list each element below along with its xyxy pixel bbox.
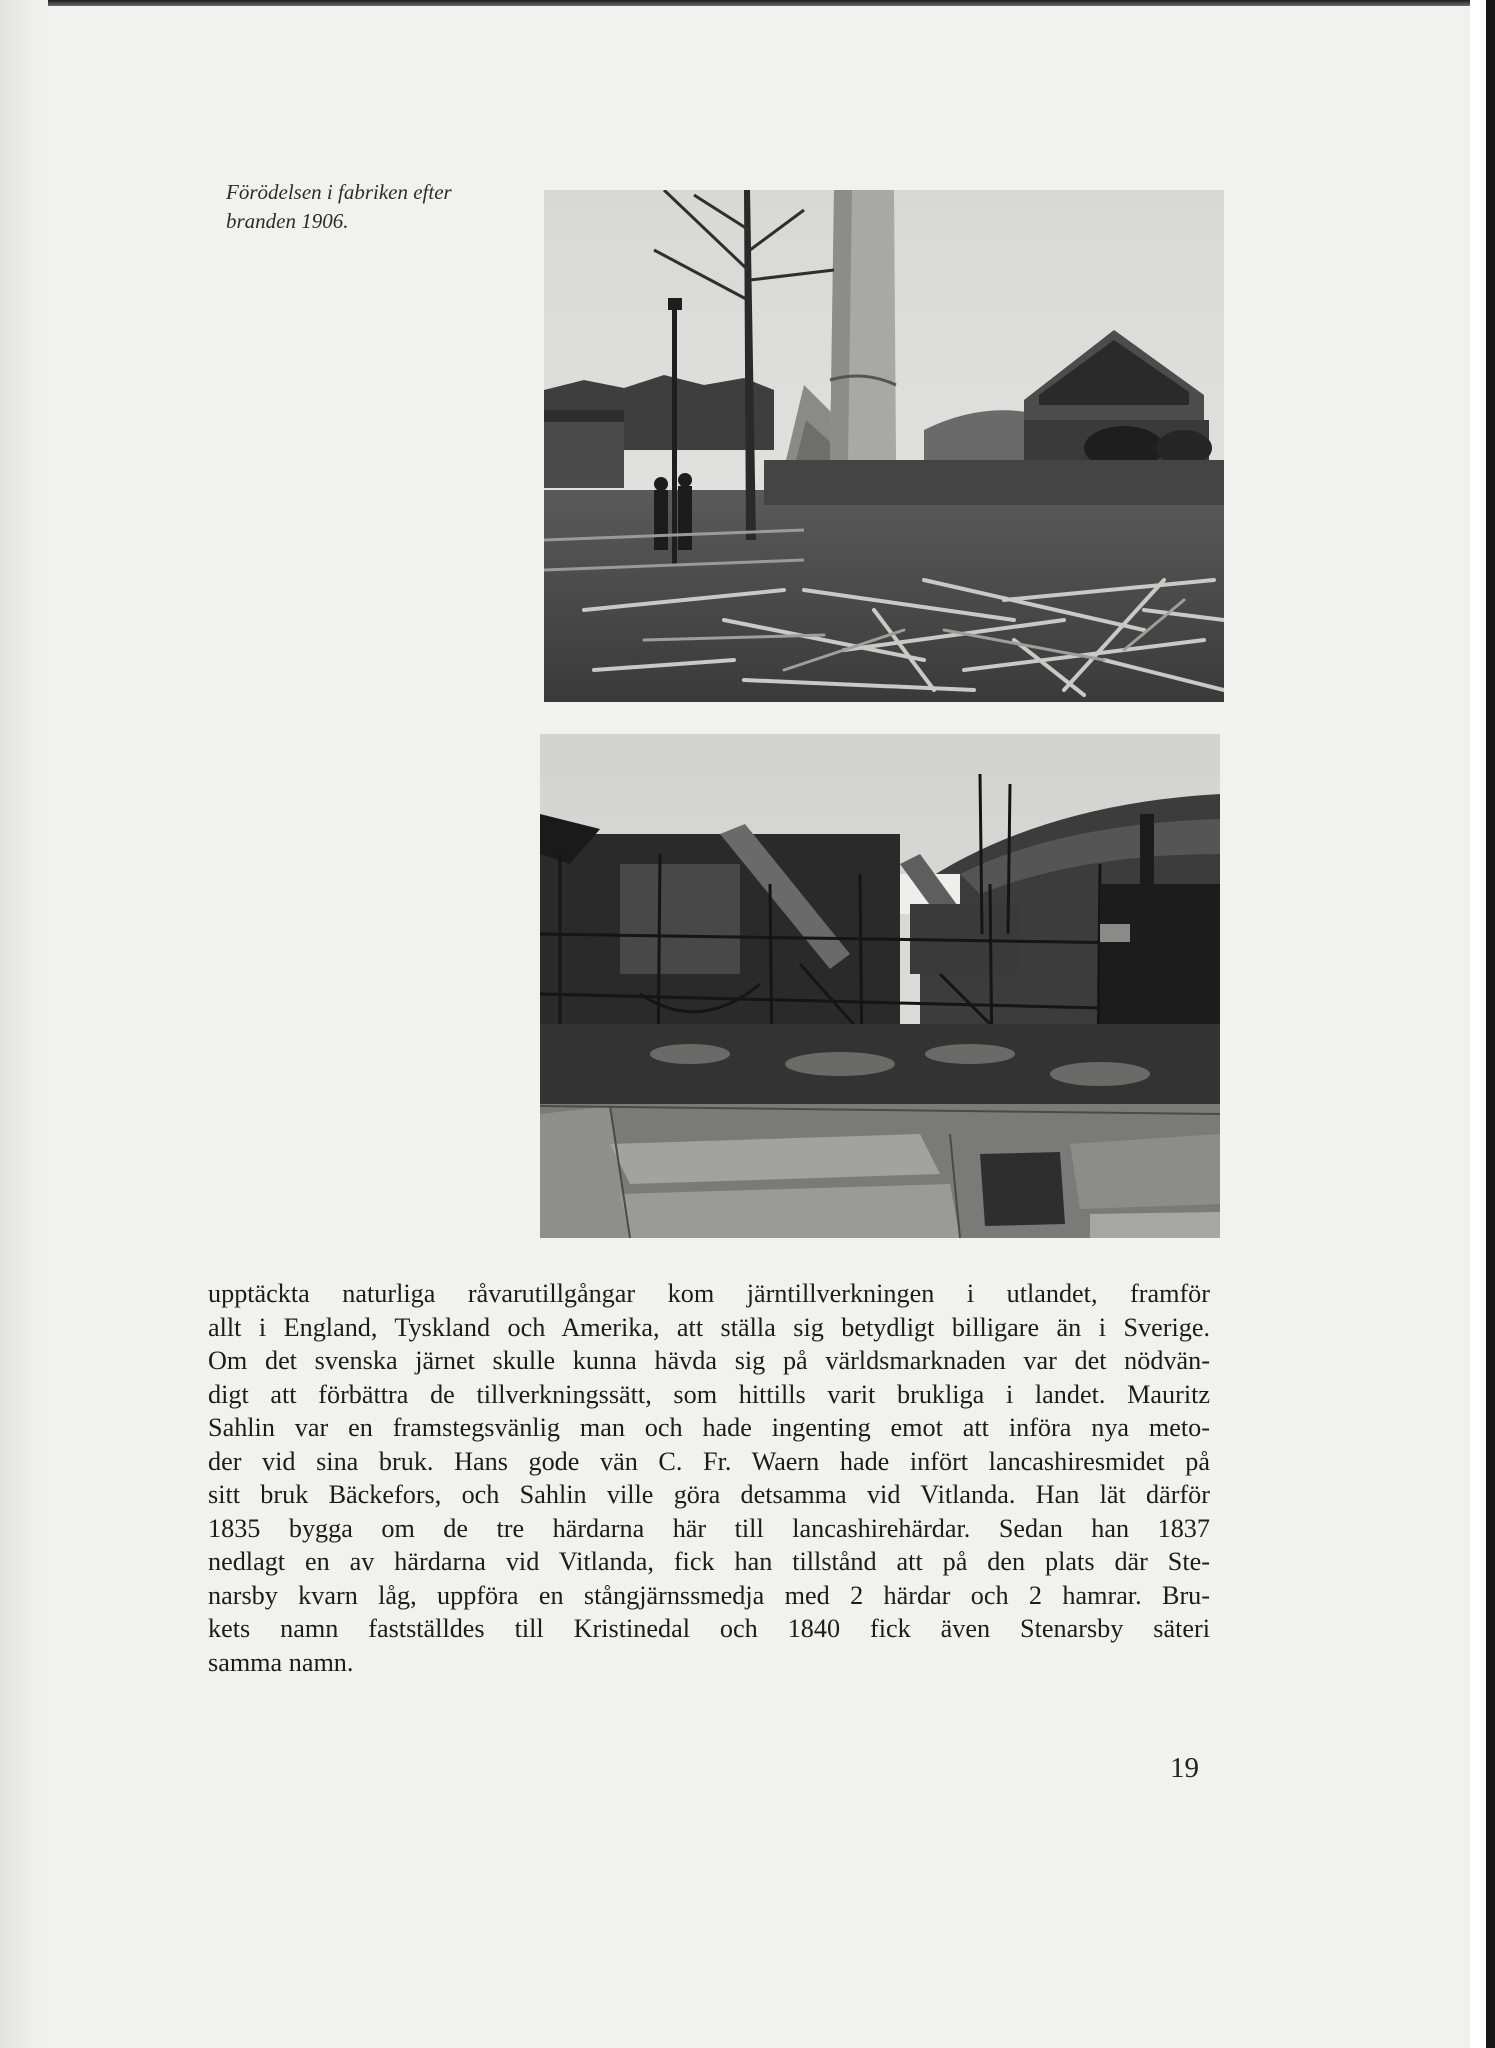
text-line: samma namn. — [208, 1647, 354, 1677]
scan-top-edge — [0, 0, 1495, 6]
photo-caption — [226, 178, 486, 236]
fire-ruins-photo-bottom — [540, 734, 1220, 1238]
page-number: 19 — [1170, 1752, 1199, 1784]
caption-line: branden 1906. — [226, 209, 349, 233]
page-gutter — [0, 0, 48, 2048]
text-line: 1835 bygga om de tre härdarna här till lancashirehärdar. Sedan han 1837 — [208, 1513, 1210, 1543]
text-line: sitt bruk Bäckefors, och Sahlin ville göra detsamma vid Vitlanda. Han lät därför — [208, 1480, 1210, 1509]
scan-right-edge — [1470, 0, 1495, 2048]
caption-line: Förödelsen i fabriken efter — [226, 180, 452, 204]
body-text — [208, 1277, 1210, 1679]
fire-ruins-photo-top — [544, 190, 1224, 702]
text-line: Om det svenska järnet skulle kunna hävda sig på världsmarknaden var det nödvän- — [208, 1346, 1210, 1375]
text-line: upptäckta naturliga råvarutillgångar kom järntillverkningen i utlandet, framför — [208, 1279, 1210, 1308]
text-line: digt att förbättra de tillverkningssätt, som hittills varit brukliga i landet. Mauritz — [208, 1379, 1210, 1409]
text-line: nedlagt en av härdarna vid Vitlanda, fick han tillstånd att på den plats där Ste- — [208, 1547, 1210, 1576]
text-line: allt i England, Tyskland och Amerika, att ställa sig betydligt billigare än i Sverige. — [208, 1312, 1210, 1342]
text-line: Sahlin var en framstegsvänlig man och hade ingenting emot att införa nya meto- — [208, 1413, 1210, 1442]
text-line: narsby kvarn låg, uppföra en stångjärnssmedja med 2 härdar och 2 hamrar. Bru- — [208, 1580, 1210, 1610]
text-line: der vid sina bruk. Hans gode vän C. Fr. Waern hade infört lancashiresmidet på — [208, 1446, 1210, 1476]
text-line: kets namn fastställdes till Kristinedal och 1840 fick även Stenarsby säteri — [208, 1614, 1210, 1643]
